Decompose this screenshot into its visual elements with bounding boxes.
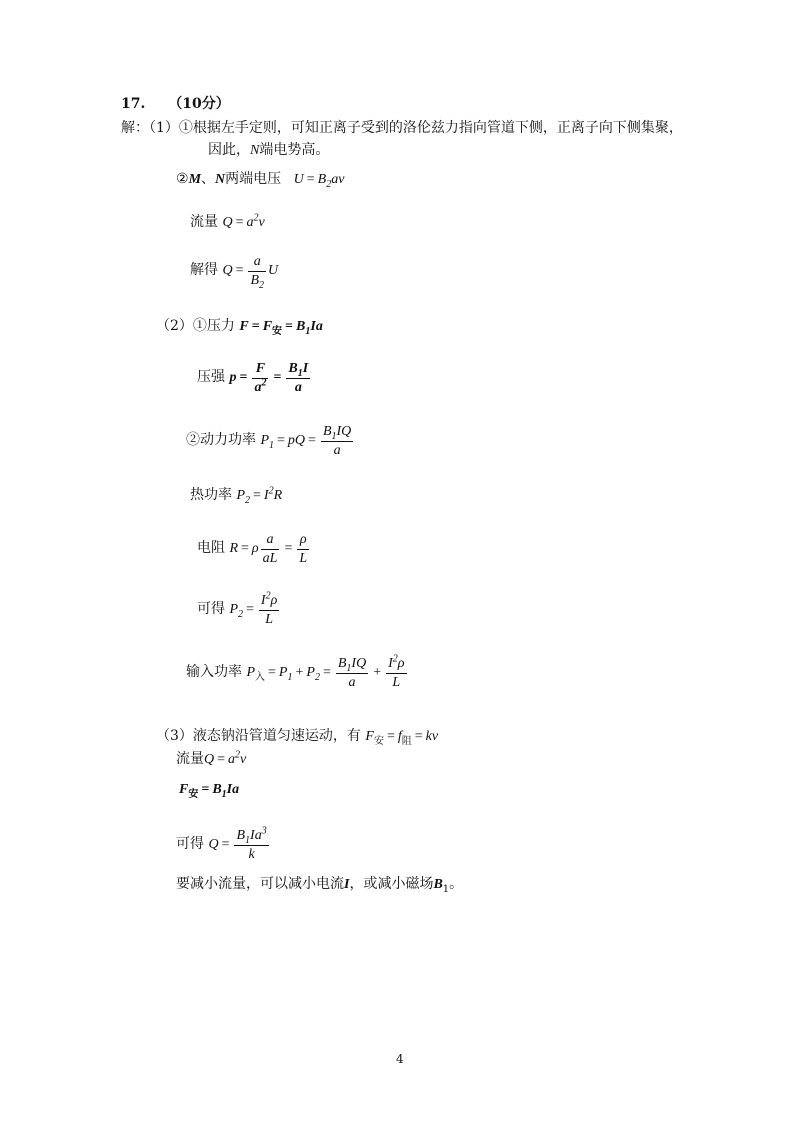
- part2-resistance: 电阻 R = ρ $\frac{a}{aL}$ = $\frac{\rho}{L}$: [197, 531, 311, 567]
- formula-p2: $P_2$ = $\frac{I^2\rho}{L}$: [229, 590, 278, 627]
- part2-heat-power: 热功率 $P_2 = I^2R$: [190, 485, 283, 506]
- page-number: 4: [396, 1052, 404, 1066]
- part2-label: （2）: [156, 318, 193, 334]
- problem-score: （10分）: [168, 96, 230, 112]
- formula-force: $F = F_安 = B_1Ia$: [239, 319, 323, 337]
- part1-line2: 因此，N端电势高。: [208, 142, 330, 158]
- formula-balance: $F_安 = f_阻$ = kv: [365, 729, 439, 747]
- part3-line1: （3）液态钠沿管道匀速运动，有 $F_安 = f_阻$ = kv: [156, 728, 439, 747]
- formula-input-power: $P_入 = P_1 + P_2$ = $\frac{B_1IQ}{a}$ + $\frac{I^2\rho}{L}$: [246, 653, 405, 690]
- formula-voltage: $U = B_2av$: [293, 172, 345, 190]
- formula-pressure: p = $\frac{F}{a^2}$ = $\frac{B_1I}{a}$: [229, 361, 309, 395]
- solution-intro: 解：: [121, 120, 149, 136]
- part1-flow: 流量 $Q = a^2v$: [190, 212, 265, 230]
- formula-heat-power: $P_2 = I^2R$: [236, 485, 283, 506]
- part3-flow: 流量$Q = a^2v$: [176, 749, 247, 767]
- part2-pressure-force: （2）①压力 $F = F_安 = B_1Ia$: [156, 318, 323, 337]
- part1-step1-text: ①根据左手定则，可知正离子受到的洛伦兹力指向管道下侧，正离子向下侧集聚，: [178, 120, 683, 136]
- part2-get-p2: 可得 $P_2$ = $\frac{I^2\rho}{L}$: [197, 592, 281, 628]
- part2-power1: ②动力功率 $P_1$ = pQ = $\frac{B_1IQ}{a}$: [186, 423, 355, 459]
- part1-line1: [121, 120, 683, 136]
- formula-q-result: Q = $\frac{a}{B_2}$ U: [222, 254, 279, 291]
- problem-number: 17.: [121, 96, 146, 112]
- formula-flow: $Q = a^2v$: [222, 212, 265, 230]
- formula-power1: $P_1$ = pQ = $\frac{B_1IQ}{a}$: [260, 424, 352, 458]
- problem-header: [121, 96, 230, 112]
- part2-pressure: 压强 p = $\frac{F}{a^2}$ = $\frac{B_1I}{a}$: [197, 360, 312, 396]
- formula-flow-2: $Q = a^2v$: [204, 749, 247, 767]
- formula-q-final: Q = $\frac{B_1Ia^3}{k}$: [208, 825, 267, 862]
- formula-resistance: R = ρ $\frac{a}{aL}$ = $\frac{\rho}{L}$: [229, 532, 308, 566]
- part1-voltage: ②M、N两端电压 $U = B_2av$: [176, 171, 345, 190]
- part2-input-power: 输入功率 $P_入 = P_1 + P_2$ = $\frac{B_1IQ}{a}$ + $\frac{I^2\rho}{L}$: [186, 655, 409, 691]
- part1-solve: 解得 Q = $\frac{a}{B_2}$ U: [190, 254, 279, 291]
- part3-label: （3）: [156, 728, 193, 744]
- part3-conclusion: 要减小流量，可以减小电流I，或减小磁场$B_1$。: [176, 876, 464, 895]
- part3-force: [179, 781, 239, 798]
- formula-ampere-force: $F_安 = B_1Ia$: [179, 782, 240, 800]
- part1-label: （1）: [149, 120, 179, 136]
- part3-result: 可得 Q = $\frac{B_1Ia^3}{k}$: [176, 827, 271, 863]
